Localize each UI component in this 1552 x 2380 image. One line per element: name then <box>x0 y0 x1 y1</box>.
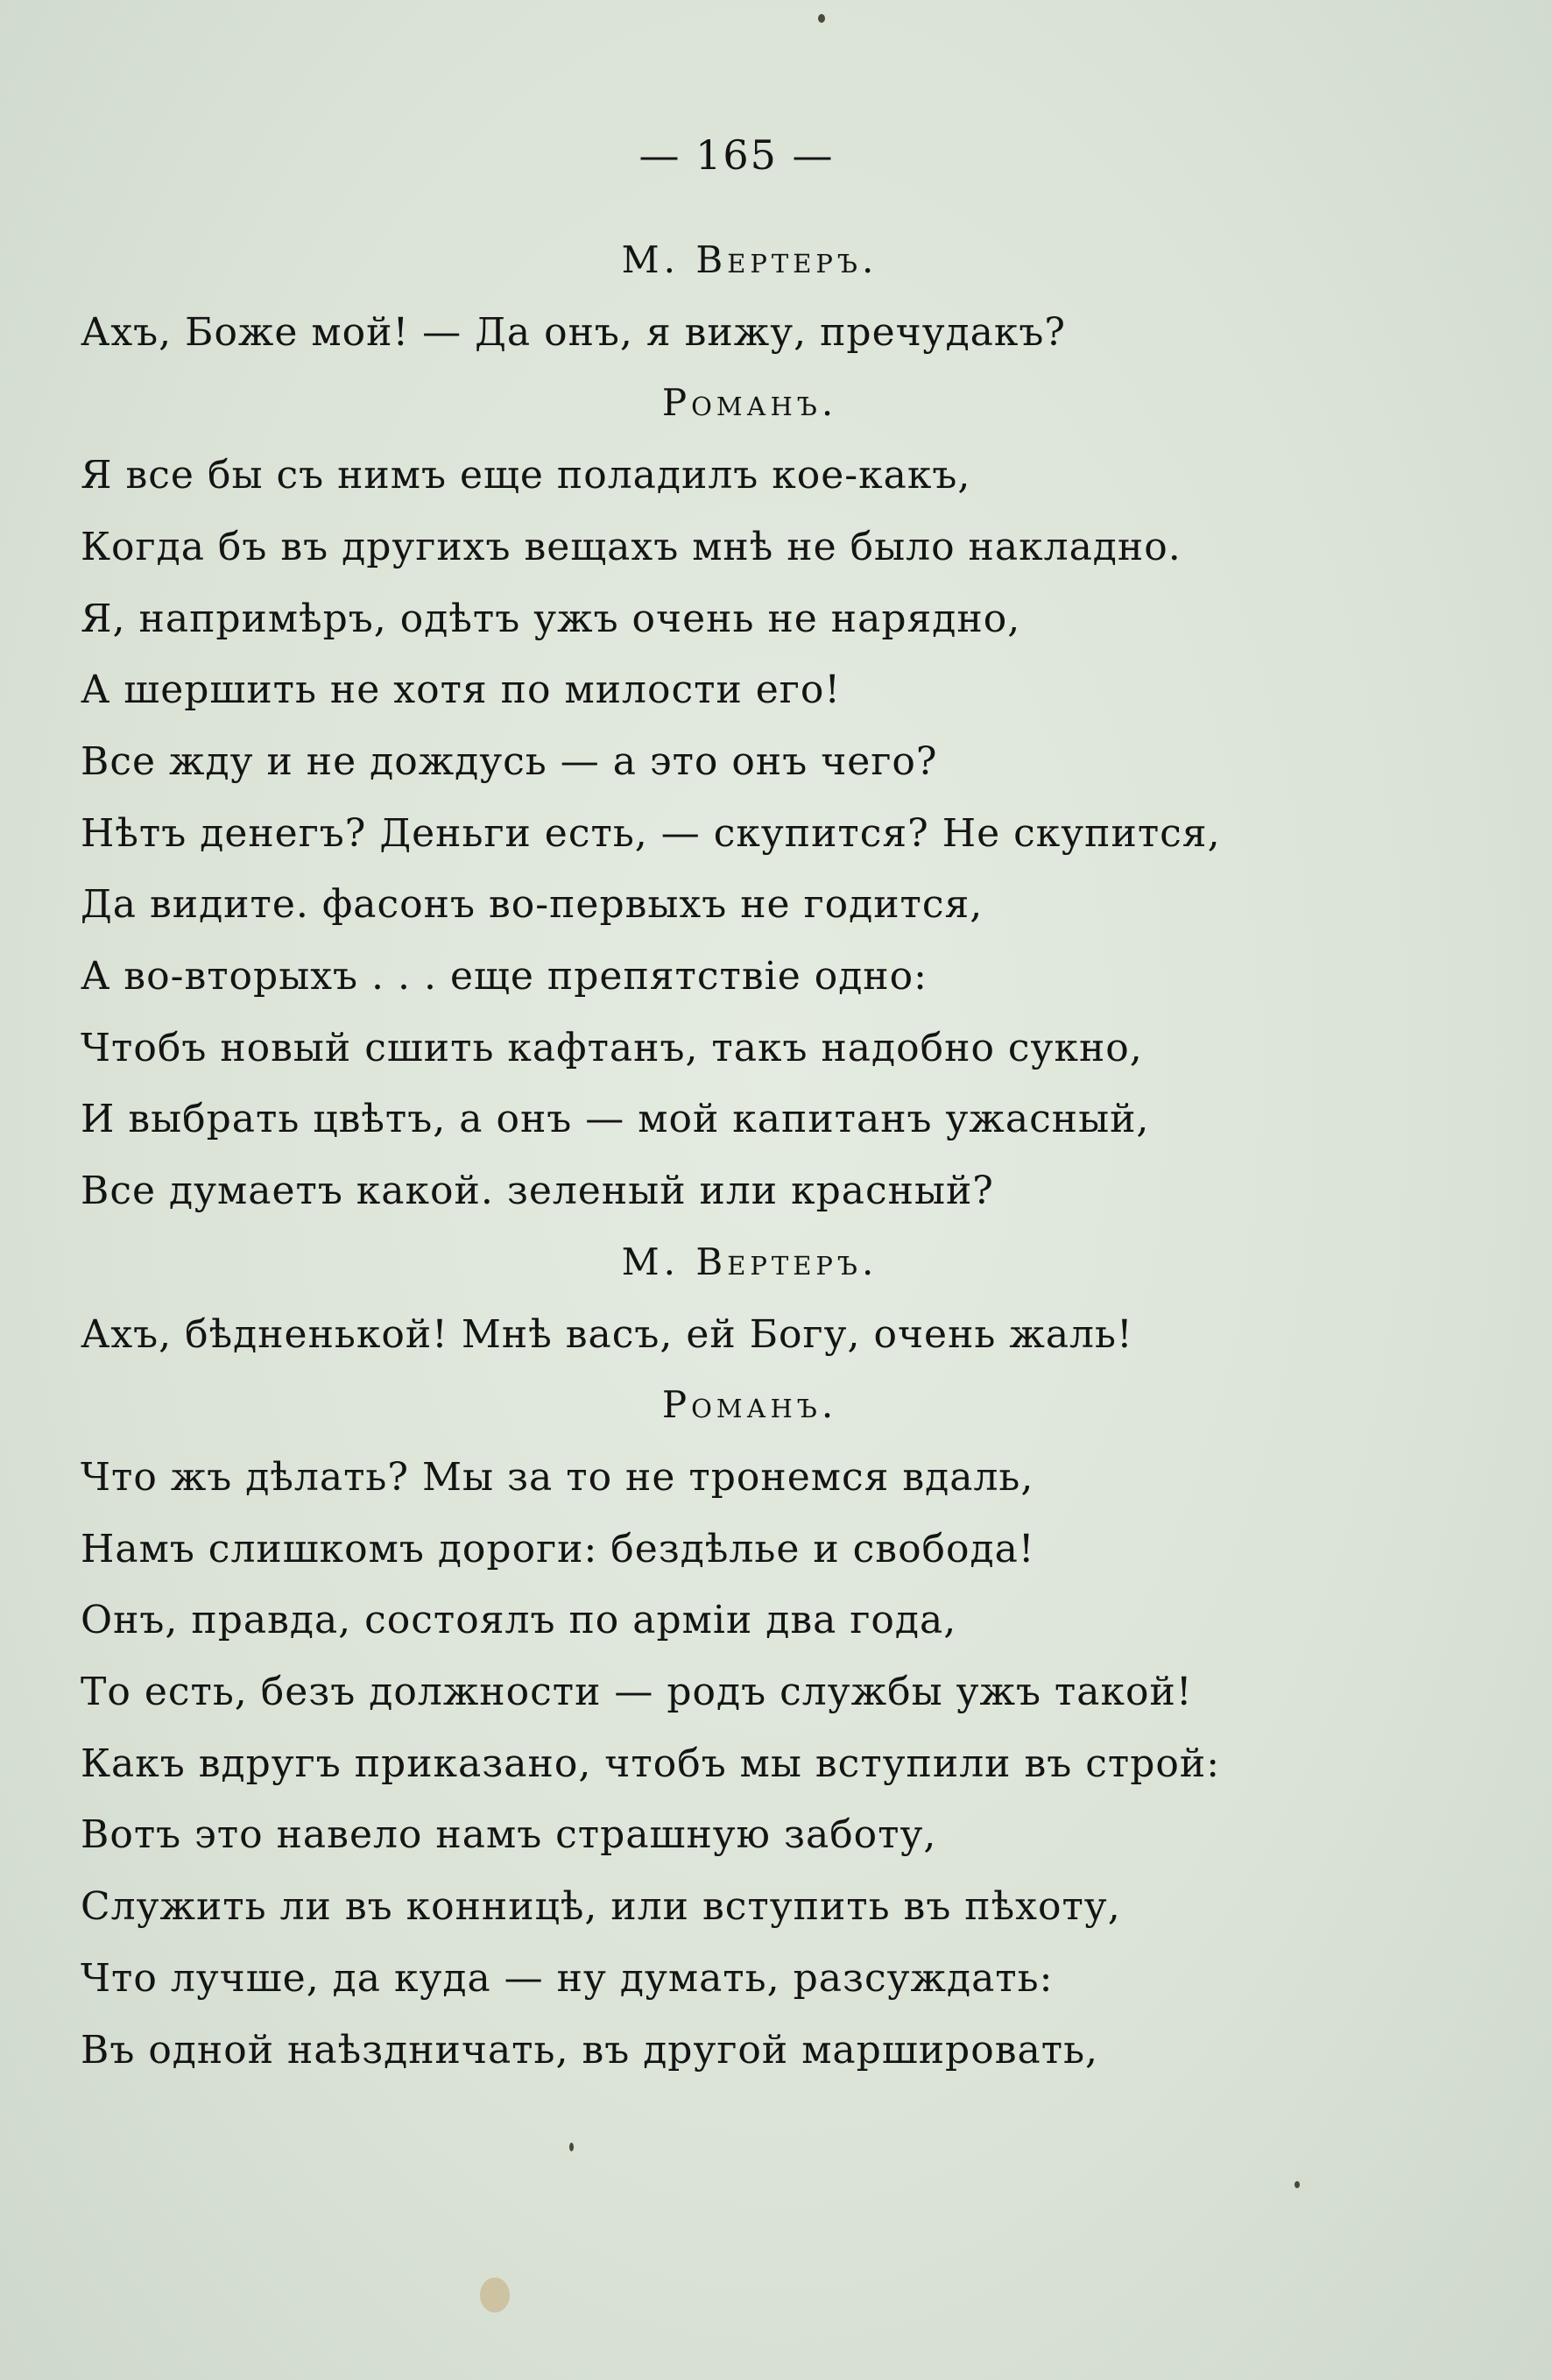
verse-line: Ахъ, бѣдненькой! Мнѣ васъ, ей Богу, очень жаль! <box>81 1312 1133 1357</box>
verse-line: Что лучше, да куда — ну думать, разсуждать: <box>81 1956 1054 2001</box>
speaker-name: Романъ. <box>661 1383 838 1426</box>
bleed-through-text <box>1237 210 1517 2050</box>
ink-speck-right <box>1295 2181 1300 2188</box>
verse-line: Я, напримѣръ, одѣтъ ужъ очень не нарядно, <box>81 597 1021 641</box>
verse-line: И выбрать цвѣтъ, а онъ — мой капитанъ ужасный, <box>81 1097 1150 1141</box>
ink-speck-bottom <box>569 2143 574 2151</box>
verse-line: Все думаетъ какой. зеленый или красный? <box>81 1169 994 1213</box>
verse-line: Въ одной наѣздничать, въ другой маршировать, <box>81 2028 1099 2073</box>
verse-line: Онъ, правда, состоялъ по арміи два года, <box>81 1598 957 1642</box>
verse-line: Да видите. фасонъ во-первыхъ не годится, <box>81 882 984 927</box>
verse-line: Когда бъ въ другихъ вещахъ мнѣ не было накладно. <box>81 525 1182 569</box>
verse-line: Ахъ, Боже мой! — Да онъ, я вижу, пречудакъ? <box>81 310 1066 355</box>
ink-speck-top <box>818 14 825 23</box>
verse-line: Что жъ дѣлать? Мы за то не тронемся вдаль, <box>81 1455 1034 1500</box>
verse-line: Я все бы съ нимъ еще поладилъ кое-какъ, <box>81 453 971 498</box>
speaker-name: М. Вертеръ. <box>621 238 878 281</box>
paper-stain <box>480 2278 510 2313</box>
verse-line: То есть, безъ должности — родъ службы ужъ такой! <box>81 1670 1193 1714</box>
verse-line: Все жду и не дождусь — а это онъ чего? <box>81 739 938 784</box>
verse-line: Какъ вдругъ приказано, чтобъ мы вступили въ строй: <box>81 1741 1221 1786</box>
verse-line: Служить ли въ конницѣ, или вступить въ пѣхоту, <box>81 1884 1121 1929</box>
speaker-name: Романъ. <box>661 381 838 424</box>
verse-line: А во-вторыхъ . . . еще препятствіе одно: <box>81 954 928 999</box>
verse-line: Намъ слишкомъ дороги: бездѣлье и свобода! <box>81 1527 1035 1571</box>
speaker-name: М. Вертеръ. <box>621 1240 878 1283</box>
verse-line: Чтобъ новый сшить кафтанъ, такъ надобно сукно, <box>81 1026 1143 1070</box>
page-number: — 165 — <box>638 131 835 179</box>
verse-line: Вотъ это навело намъ страшную заботу, <box>81 1812 937 1857</box>
verse-line: Нѣтъ денегъ? Деньги есть, — скупится? Не скупится, <box>81 811 1221 856</box>
verse-line: А шершить не хотя по милости его! <box>81 667 842 712</box>
